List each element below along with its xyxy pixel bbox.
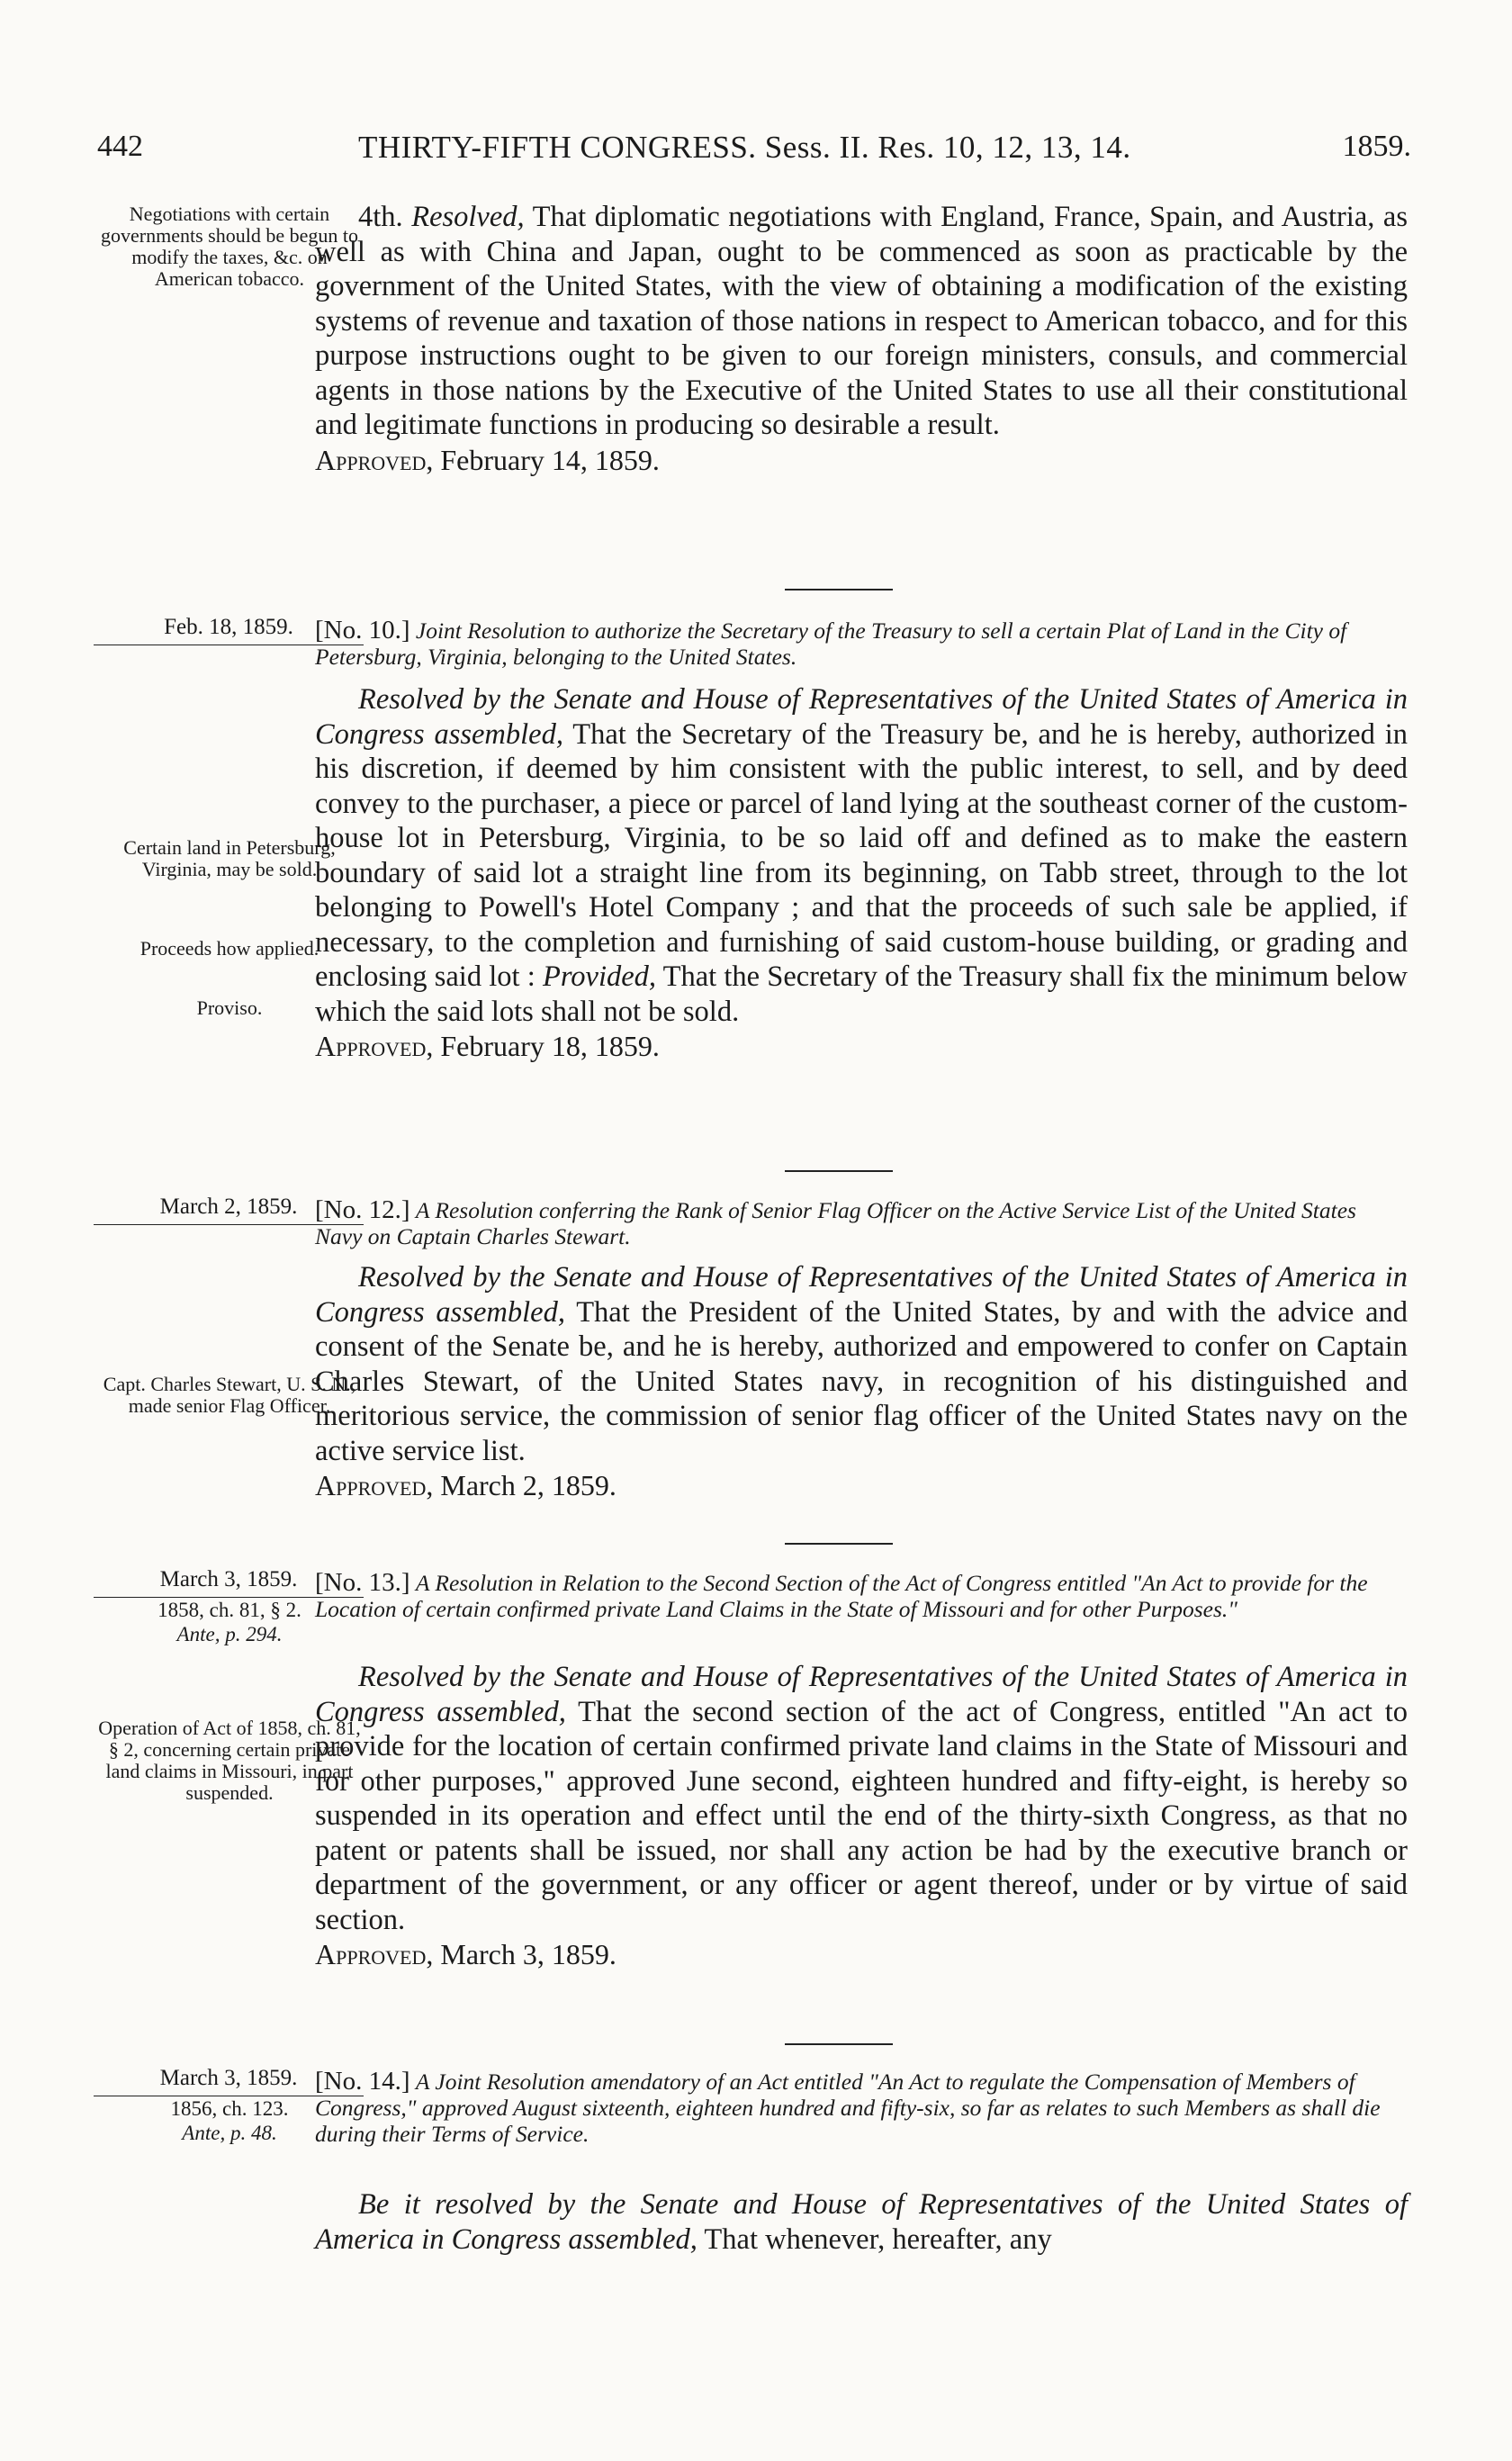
res12-margin-date: March 2, 1859. — [94, 1194, 365, 1225]
res13-paragraph — [315, 1660, 1408, 1937]
res10-header — [315, 618, 1408, 670]
res13-title: A Resolution in Relation to the Second Section of the Act of Congress entitled "An Act to provide for the Location of certain confirmed private Land Claims in the State of Missouri and for other Purposes." — [315, 1570, 1368, 1622]
section-4-approved: Approved, February 14, 1859. — [315, 443, 660, 476]
res13-number: [No. 13.] — [315, 1568, 410, 1597]
running-header — [97, 130, 1411, 176]
res12-header — [315, 1197, 1408, 1249]
res10-margin-proceeds: Proceeds how applied. — [140, 937, 320, 960]
res12-margin-note: Capt. Charles Stewart, U. S. N., made senior Flag Officer. — [103, 1373, 356, 1417]
section-4-paragraph — [315, 200, 1408, 443]
res14-title: A Joint Resolution amendatory of an Act entitled "An Act to regulate the Compensation of Members of Congress," approved August sixteenth, eighteen hundred and fifty-six, so far as relates to such Members as shall die during their Terms of Service. — [315, 2069, 1381, 2147]
res14-enacting-clause: Be it resolved by the Senate and House of Representatives of the United States of America in Congress assembled, — [315, 2188, 1408, 2256]
section-divider — [785, 1543, 893, 1545]
res14-header — [315, 2069, 1408, 2147]
res14-number: [No. 14.] — [315, 2067, 410, 2096]
res10-text-a: That the Secretary of the Treasury be, and he is hereby, authorized in his discretion, if deemed by him consistent with the public interest, to sell, and by deed convey to the purchaser, a piece or parcel of land lying at the southeast corner of the custom-house lot in Petersburg, Virginia, to be so laid off and defined as to make the eastern boundary of said lot a straight line from its beginning, on Tabb street, through to the lot belonging to Powell's Hotel Company ; and that the proceeds of such sale be applied, if necessary, to the completion and furnishing of said custom-house building, or grading and enclosing said lot : — [315, 717, 1408, 993]
res10-provided: Provided, — [542, 960, 657, 993]
section-4-body — [315, 200, 1408, 477]
res13-header — [315, 1570, 1408, 1622]
res12-title: A Resolution conferring the Rank of Senior Flag Officer on the Active Service List of the United States Navy on Captain Charles Stewart. — [315, 1197, 1356, 1249]
res12-number: [No. 12.] — [315, 1195, 410, 1224]
res10-body — [315, 682, 1408, 1064]
res10-title: Joint Resolution to authorize the Secretary of the Treasury to sell a certain Plat of Land in the City of Petersburg, Virginia, belonging to the United States. — [315, 618, 1347, 670]
res10-enacting-clause: Resolved by the Senate and House of Representatives of the United States of America in Congress assembled, — [315, 683, 1408, 751]
res12-body — [315, 1260, 1408, 1503]
res13-margin-note: Operation of Act of 1858, ch. 81, § 2, concerning certain private land claims in Missouri, in part suspended. — [98, 1717, 361, 1804]
section-4-text: That diplomatic negotiations with England, France, Spain, and Austria, as well as with China and Japan, ought to be commenced as soon as practicable by the government of the United States, with the view of obtaining a modification of the existing systems of revenue and taxation of those nations in respect to American tobacco, and for this purpose instructions ought to be given to our foreign ministers, consuls, and commercial agents in those nations by the Executive of the United States to use all their constitutional and legitimate functions in producing so desirable a result. — [315, 201, 1408, 441]
res14-text: That whenever, hereafter, any — [704, 2222, 1052, 2256]
section-4-resolved: Resolved, — [411, 201, 525, 233]
res10-paragraph — [315, 682, 1408, 1029]
res12-text: That the President of the United States, by and with the advice and consent of the Senate be, and he is hereby, authorized and empowered to confer on Captain Charles Stewart, of the United States navy, in recognition of his distinguished and meritorious service, the commission of senior flag officer of the United States navy on the active service list. — [315, 1295, 1408, 1467]
res12-enacting-clause: Resolved by the Senate and House of Representatives of the United States of America in Congress assembled, — [315, 1261, 1408, 1329]
res14-body — [315, 2187, 1408, 2257]
res13-text: That the second section of the act of Congress, entitled "An act to provide for the location of certain confirmed private land claims in the State of Missouri and for other purposes," approved June second, eighteen hundred and fifty-eight, is hereby so suspended in its operation and effect until the end of the thirty-sixth Congress, as that no patent or patents shall be issued, nor shall any action be had by the executive branch or department of the government, or any officer or agent thereof, under or by virtue of said section. — [315, 1695, 1408, 1936]
res10-margin-proviso: Proviso. — [196, 996, 263, 1019]
res13-enacting-clause: Resolved by the Senate and House of Representatives of the United States of America in Congress assembled, — [315, 1661, 1408, 1728]
section-4-lead: 4th. — [358, 201, 403, 233]
section-divider — [785, 1170, 893, 1172]
res10-text-b: That the Secretary of the Treasury shall fix the minimum below which the said lots shall not be sold. — [315, 960, 1408, 1028]
res14-margin-refs: March 3, 1859. 1856, ch. 123. Ante, p. 48. — [94, 2065, 365, 2145]
page-title: THIRTY-FIFTH CONGRESS. Sess. II. Res. 10, 12, 13, 14. — [358, 130, 1131, 165]
res10-margin-date: Feb. 18, 1859. — [94, 614, 365, 645]
res13-approved: Approved, March 3, 1859. — [315, 1938, 616, 1970]
section-divider — [785, 589, 893, 590]
margin-note-tobacco: Negotiations with certain governments should be begun to modify the taxes, &c. on American tobacco. — [101, 203, 358, 290]
page-number: 442 — [97, 130, 143, 163]
res14-paragraph — [315, 2187, 1408, 2257]
res13-margin-refs: March 3, 1859. 1858, ch. 81, § 2. Ante, p. 294. — [94, 1566, 365, 1646]
res13-body — [315, 1660, 1408, 1972]
res12-approved: Approved, March 2, 1859. — [315, 1469, 616, 1501]
res12-paragraph — [315, 1260, 1408, 1468]
res10-number: [No. 10.] — [315, 616, 410, 645]
res10-approved: Approved, February 18, 1859. — [315, 1030, 660, 1062]
res10-margin-land: Certain land in Petersburg, Virginia, may be sold. — [123, 836, 336, 880]
section-divider — [785, 2043, 893, 2045]
header-year: 1859. — [1342, 130, 1411, 163]
